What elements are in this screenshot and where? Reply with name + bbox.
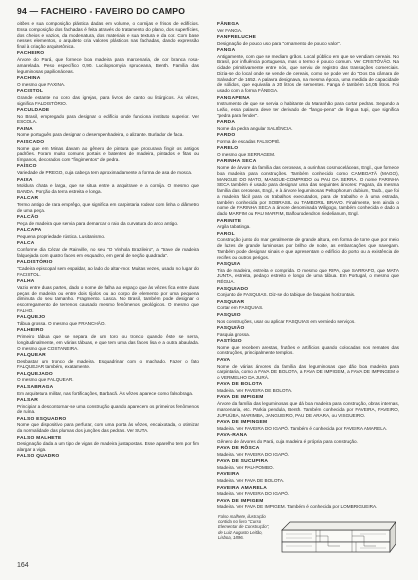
dictionary-entry [217,472,399,484]
entry-term: FALQUEAR [17,352,46,358]
dictionary-entry [17,454,199,460]
dictionary-entry [17,279,199,314]
entry-term: FANGA [217,47,236,53]
entry-definition: Nome que em Minas davam ao gênero de pintura que procurava fingir os antigos padrões. Foram muito comuns portais e batentes de madeira, pintados e fitas ou tímpanos, decorados com "fingimentos" de pedra. [17,145,199,163]
entry-term: FARELO [217,146,239,152]
entry-term: FALHA [17,279,35,285]
entry-definition: O mesmo que SERRAGEM. [217,152,276,158]
entry-definition: Argila tabatinga. [217,224,251,230]
entry-term: FAVA DE IMPIGEM [217,498,264,504]
entry-term: FALCAPA [17,228,42,234]
entry-term: FAISCADO [17,139,45,145]
entry-term: FAVA DE IMPINGEM [217,420,268,426]
entry-definition: Gênero de árvores do Pará, cuja madeira é própria para construção. [217,438,358,444]
entry-definition: Tira de madeira, estreita e comprida. O mesmo que RIPA, que SARRAFO, que MATA JUNTA, estreita, pedaço estreito e longo de uma tábua. Em Portugal, o mesmo que RÉGUA. [217,267,399,285]
entry-term: FAVA DE BOLOTA [217,382,263,388]
entry-term: FAVA DE SUCUPIRA [217,459,269,465]
entry-definition: Madeira. Ver FAVEIRA DO IGAPÓ. [217,491,290,497]
entry-definition: Nome que recebem arestas, frutões e artifícios quando colocadas nos remates das construções, principalmente templos. [217,344,399,356]
entry-term: FANGAPENA [217,95,250,101]
figure [218,512,396,564]
dictionary-entry [17,385,199,397]
dictionary-entry [217,382,399,394]
dictionary-entry [17,89,199,106]
dictionary-entry [17,228,199,240]
entry-term: FAVA [217,357,231,363]
entry-definition: Tábua grossa. O mesmo que FRANCHÃO. [17,320,106,326]
entry-definition: Madeira. Ver FAVEIRA DO IGAPÓ. [217,452,290,458]
entry-definition: Árvore do Pará, que fornece boa madeira para marcenaria, de cor branca rosa-amarelada. Peso específico 0,90. Lucilopsomyia spruceana, Benth. Família das leguminosas papilionáceas. [17,57,199,74]
dictionary-entry [217,96,399,119]
entry-term: FAVA DE IMPIGEM [217,395,264,401]
dictionary-entry [217,446,399,458]
dictionary-entry [217,459,399,471]
entry-definition: Madeira. Ver FAVEIRA DO IGAPÓ. Também é conhecida por FAVEIRA AMARELA. [217,425,388,431]
entry-definition: Madeira. Ver PAU-POMBO. [217,465,274,471]
dictionary-entry [17,215,199,227]
dictionary-entry [217,22,399,34]
dictionary-entry [17,164,199,176]
entry-definition: Árvore da família das leguminosas que dá boa madeira para construção, obras internas, marcenaria, etc. Parkia pendula, Benth. Também conhecida por FAVEIRA, FAVEIRO, JUPUÚBA, MARIMBA, JANGUEIRO, PAU DE ARARA, ou VISGUEIRO. [217,401,399,418]
dictionary-entry [217,35,399,47]
dictionary-entry [217,326,399,338]
entry-definition: Conjunto de FASQUIAS. Diz-se do tabique de fasquias horizontais. [217,292,356,298]
entry-definition: Antigamente, com que se mediam grãos. Local público em que se vendiam cereais. No Brasil, por influência portuguesa, mas o termo é pouco comum. Ver CRISTÓVÃO. Na cidade primitivamente entre nós, que serviu de registro das transações comerciais. Dizia-se do local onde se vende de cereais, como se pode ver do "Dos Da câmara de Salvador" de 1652. A palavra designava, na mesma época, uma medida de capacidade de sólidos, que equivalia a 20 litros de sementes. Fanga é também 14,05 litros. Foi usado com a forma FÂNEGA. [217,53,399,94]
entry-term: FACHINA [17,75,41,81]
entry-term: FARDA [217,120,236,126]
dictionary-entry [217,146,399,158]
dictionary-entry [217,433,399,445]
entry-definition: Variedade de PREGO, cuja cabeça tem aproximadamente a forma de asa de mosca. [17,170,193,176]
entry-term: FALCAR [17,196,39,202]
entry-term: FALSABRAGA [17,384,54,390]
entry-term: FALQUEJO [17,315,46,321]
entry-definition: Nome de árvore da família das ceroseas, a ourinhas cosmoceláceas, Engl., que fornece boa madeira para construções. Também conhecido como CAMBOATÃ (MAGO), MANGUE DO MATO, MANGUE-COMPRIDO ou PAU DA SERRA. O nome FARINHA SECA também é usado para designar uma das seguintes árvores: Fagara, da mesma família das ceroseas, Engl., e à árvore leguminosas Peltophorum dubium, Taub., que foi a madeira fácil para os trabalhos executados, para de trabalho e à uma estrada, também conhecida por SOBRASIL ou TAMBORIL BRAVO. Finalmente, tem ainda o nome de FARINHA SECA a árvore denominada Wiligogo, também conhecida e dado a dado MARFIM ou PAU MARFIM, Balfourodendron riedelianum, Engl. [217,165,399,217]
entry-term: FASQUIADO [217,286,249,292]
entry-term: FAVEIRA AMARELA [217,485,268,491]
entry-term: FACHEIRO [17,51,45,57]
entry-term: FAVA-RANA [217,433,248,439]
page-number: 164 [17,562,29,569]
dictionary-entry [217,262,399,285]
entry-definition: O mesmo que FAXINA. [17,81,66,87]
entry-term: FASQUIAR [217,299,245,305]
entry-term: FASQUIÃO [217,325,245,331]
dictionary-entry [217,48,399,94]
dictionary-entry [217,339,399,356]
dictionary-entry [17,372,199,384]
right-column [217,21,399,510]
dictionary-entry [217,219,399,231]
entry-term: FASQUIA [217,261,241,267]
entry-definition: Cortar em FASQUIAS. [217,305,264,311]
dictionary-entry [17,21,199,50]
entry-term: FALSO QUADRO [17,454,60,460]
entry-definition: Primeiro tábua que se separa de um toro ou tronco quando êste se serra, longitudinalmente, em várias tábuas, e que tem uma das faces lisa e a outra abaulada. O mesmo que COSTANEIRA. [17,334,199,351]
entry-term: FACISTOL [17,89,44,95]
entry-term: FALSO MALHETE [17,435,62,441]
entry-definition: oitões e sua composição plástica dadas em volume, o cornijas e frisos de edifícios. Essa composição dos fachadas é feita através do tratamento do plano, dos superfícies, dos cheios e vazios, da modenatura, dos materiais e sua textura e da cor. Com base nesses elementos, o arquiteto cria valores plásticos nas fachadas, dando expressão final à criação arquitetônica. [17,21,199,49]
dictionary-entry [17,196,199,213]
dictionary-entry [217,287,399,299]
entry-term: FALCA [17,241,35,247]
entry-definition: "Cadeira episcopal sem espaldar, ao lado do altar-mor. Muitas vezes, usado no lugar do FACISTOL. [17,265,199,277]
dictionary-entry [217,499,399,510]
running-header: 94 — FACHEIRO - FAVEIRO DO CAMPO [17,6,186,16]
entry-term: FALHEIRO [17,328,44,334]
entry-definition: O mesmo que FALQUEAR. [17,377,74,383]
entry-definition: Principiar a descontornar-se uma construção quando aparecem os primeiros fenômenos de ruína. [17,403,199,415]
dictionary-entry [17,140,199,163]
entry-definition: Vazio entre duas partes, dado o nome de falha ao espaço que às vêzes fica entre duas peças de madeira ou entre dois tijolos ou ao corpo de elemento por uma pequena diminuta do seu tamanho. Fragmento. Lasca. No Brasil, também pode designar o escorregamento de terrenos causado mesmo fenômenos geológicos. O mesmo que FALHO. [17,284,199,313]
entry-definition: Madeira. Ver FAVA DE IMPIGEM. Também é conhecida por LOMBRIGUEIRA. [217,504,378,510]
entry-definition: Em arquitetura militar, nas fortificações, Barbacã. Às vêzes aparece como falsobraga. [17,390,194,396]
entry-definition: Nos construções, usar ou aplicar FASQUIAS em verniedo serviços. [217,318,356,324]
dictionary-entry [217,232,399,261]
dictionary-entry [217,486,399,498]
dictionary-entry [17,353,199,370]
entry-definition: Madeira. Ver FAVA DE BOLOTA. [217,478,285,484]
entry-definition: Designação dada a um tipo de vigas de madeira justapostas. Esse aparelho tem por fim alargar a viga. [17,441,199,453]
entry-definition: Instrumento de que se servia o habitante do Maranhão para cortar pedras. Segundo a Leão, essa palavra deve ter derivado de "fango-pena" de língua tupi, que significa "pedra para fender". [217,101,399,118]
left-column [17,21,199,566]
joinery-illustration [276,512,396,564]
entry-definition: Pequena propriedade rústica. Lusitanismo. [17,234,106,240]
entry-term: FAROL [217,231,235,237]
dictionary-entry [217,159,399,217]
entry-term: FAIXA [17,177,33,183]
dictionary-entry [17,127,199,139]
entry-term: FÂNEGA [217,21,240,27]
dictionary-entry [17,178,199,195]
entry-definition: No Brasil, empregado para designar o edifício onde funciona instituto superior. Ver ESCOLA. [17,113,199,125]
entry-term: FACULDADE [17,107,50,113]
entry-definition: Forma de escadas FALSOPIÉ. [217,139,281,145]
entry-definition: Grande estante no coro das igrejas, para livros de canto ou litúrgicos. Às vêzes, significa FALDISTÓRIO. [17,94,199,106]
entry-term: FALQUEJADO [17,371,53,377]
dictionary-entry [217,300,399,312]
figure-caption: Falso malhete, ilustração contida no livro "Curso Elementar de Construção", de Luiz Augusto Leitão, Lisboa, 1896. [218,514,270,540]
dictionary-entry [217,395,399,418]
entry-definition: Peça de madeira que servia para demarcar o raio da curvatura do arco antigo. [17,220,179,226]
dictionary-entry [217,133,399,145]
entry-definition: Desbastar um tronco de madeira. Esquadrinar com o machado. Fazer o fato FALQUEJAR também, exatamente. [17,358,199,370]
dictionary-entry [17,328,199,351]
entry-definition: Moldura chata e larga, que se situa entre a arquitrave e a cornija. O mesmo que BANDA. Porção da terra estreita e longa. [17,183,199,194]
entry-definition: Nome português para designar o desempenhadeira, o alizante. Burlador de faca. [17,132,184,138]
entry-term: FALCÃO [17,215,39,221]
entry-definition: Fasquia grossa. [217,331,251,337]
entry-definition: Nome de várias árvores da família das leguminosas que dão boa madeira para carpintaria, como a FAVA DE BOLOTA, a FAVA DE IMPIGEM, a FAVA DE IMPINGEM e o VERMELHO DA JURÁ. [217,363,399,381]
entry-term: FALSAR [17,397,39,403]
dictionary-entry [217,313,399,325]
entry-term: FANFRELUCHE [217,34,257,40]
entry-definition: Designação de pouco uso para "ornamento de pouco valor". [217,40,342,46]
entry-definition: Madeira. Ver FAVEIRA DE BOLOTA. [217,388,293,394]
entry-definition: Nome da pedra angular SALIÊNCIA. [217,125,293,131]
dictionary-entry [17,315,199,327]
dictionary-entry [17,260,199,277]
dictionary-entry [17,76,199,88]
entry-definition: Construção junto do mar geralmente de grande altura, em forma de torre que por meio de luzes de grande luminosas por brilho de noite, as embarcações que navegam. Também pode designar sinais e que apresentam o edifício do porto ou a existência de recifes ou outros perigos. [217,237,399,260]
dictionary-entry [217,358,399,381]
dictionary-entry [17,51,199,74]
dictionary-entry [217,420,399,432]
entry-term: FAINA [17,126,33,132]
dictionary-entry [17,436,199,453]
entry-term: FAVEIRA [217,472,240,478]
dictionary-entry [17,241,199,258]
entry-definition: Termo antigo de rara emprêgo, que significa em carpintaria rodear com linha o diâmetro de uma peça. [17,202,199,213]
entry-term: FALDISTÓRIO [17,260,53,266]
entry-definition: Conforme dia Cézar de Rainville, no seu "O Vinhola Brazileiro", a "trave de madeira falquejada com quatro faces em esquadro, em geral de seção quadrada". [17,247,199,258]
dictionary-entry [17,398,199,415]
entry-term: FAÍSCO [17,164,37,170]
entry-term: FAVA DE RÔSCA [217,446,260,452]
entry-term: FARDO [217,133,236,139]
entry-term: FASQUIO [217,312,241,318]
dictionary-entry [17,417,199,434]
entry-term: FASTÍGIO [217,338,242,344]
entry-definition: Ver FANGA. [217,27,243,33]
entry-term: FALSO ESQUADRO [17,416,67,422]
dictionary-entry [217,120,399,132]
entry-term: FARINITE [217,218,242,224]
dictionary-entry [17,108,199,125]
entry-definition: Nome que dispositivo para perfurar, com uma porta às vêzes, encaixotada, o otimizar da normalidade das plumas dos junções das pedras. Ver SUTA. [17,422,199,434]
entry-term: FARINHA SECA [217,159,257,165]
